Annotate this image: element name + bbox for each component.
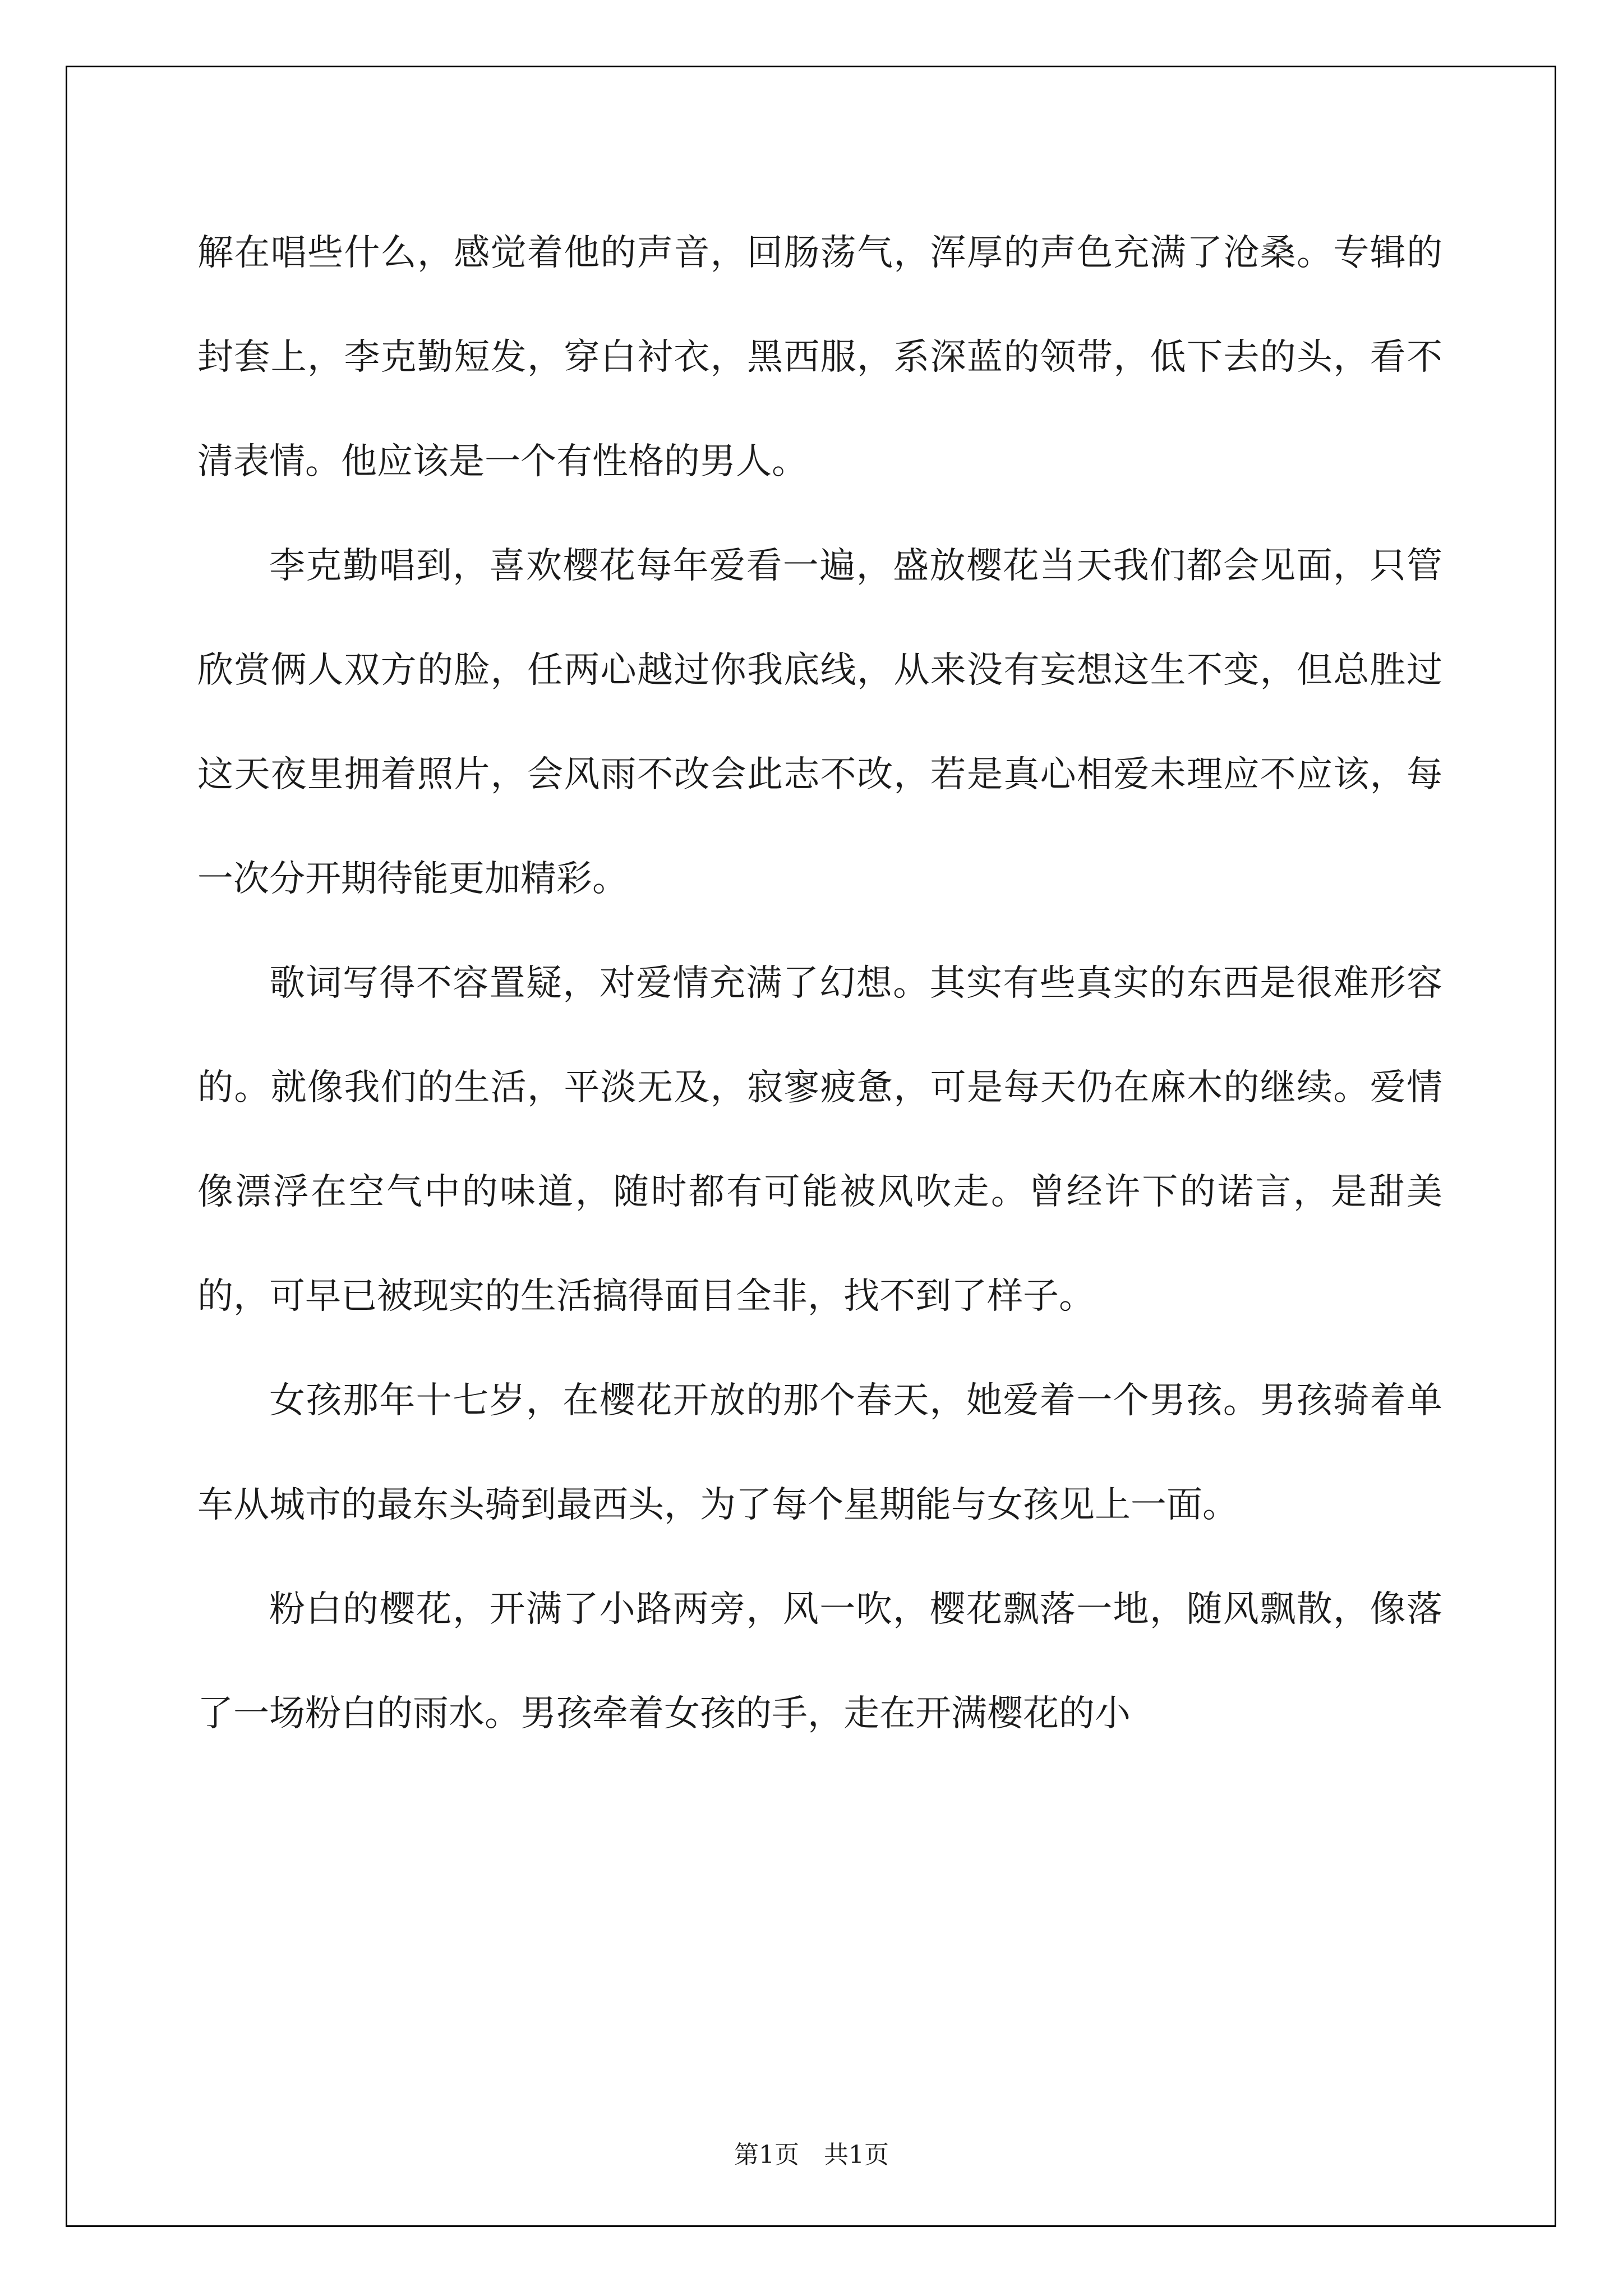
document-body (197, 201, 1442, 1766)
page-footer: 第1页 共1页 (734, 2141, 889, 2169)
paragraph-4: 女孩那年十七岁，在樱花开放的那个春天，她爱着一个男孩。男孩骑着单车从城市的最东头骑到最西头，为了每个星期能与女孩见上一面。 (197, 1380, 1442, 1526)
paragraph-2: 李克勤唱到，喜欢樱花每年爱看一遍，盛放樱花当天我们都会见面，只管欣赏俩人双方的脸，任两心越过你我底线，从来没有妄想这生不变，但总胜过这天夜里拥着照片，会风雨不改会此志不改，若是真心相爱未理应不应该，每一次分开期待能更加精彩。 (197, 545, 1442, 900)
paragraph-1: 解在唱些什么，感觉着他的声音，回肠荡气，浑厚的声色充满了沧桑。专辑的封套上，李克勤短发，穿白衬衣，黑西服，系深蓝的领带，低下去的头，看不清表情。他应该是一个有性格的男人。 (197, 232, 1442, 482)
paragraph-3: 歌词写得不容置疑，对爱情充满了幻想。其实有些真实的东西是很难形容的。就像我们的生活，平淡无及，寂寥疲惫，可是每天仍在麻木的继续。爱情像漂浮在空气中的味道，随时都有可能被风吹走。曾经许下的诺言，是甜美的，可早已被现实的生活搞得面目全非，找不到了样子。 (197, 963, 1442, 1317)
paragraph-5: 粉白的樱花，开满了小路两旁，风一吹，樱花飘落一地，随风飘散，像落了一场粉白的雨水。男孩牵着女孩的手，走在开满樱花的小 (197, 1589, 1442, 1734)
